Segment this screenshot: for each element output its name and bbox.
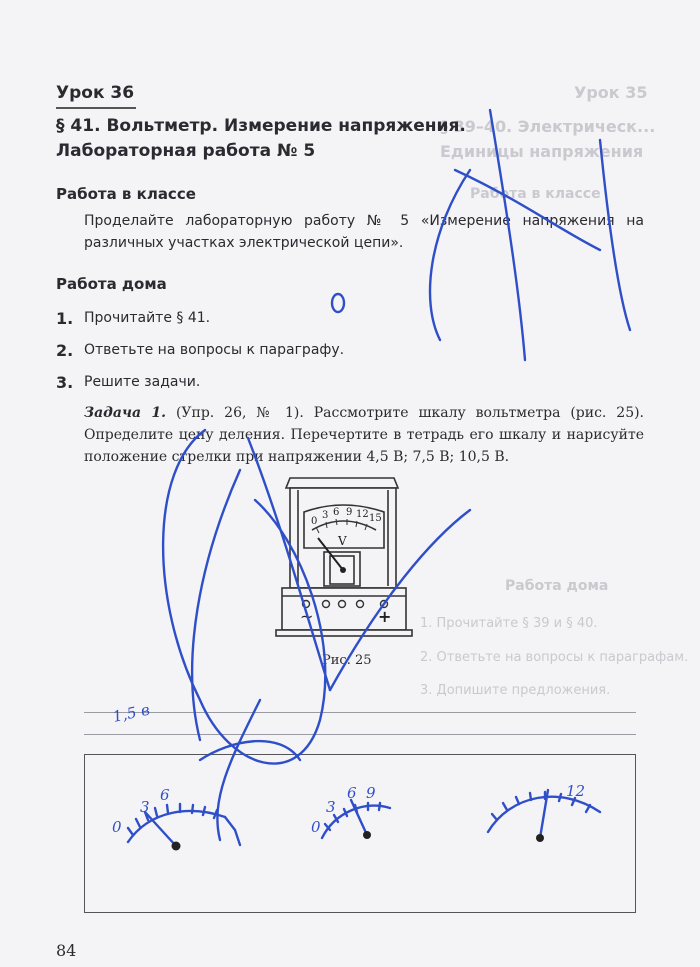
ghost-units: Единицы напряжения	[440, 142, 644, 161]
ghost-lesson: Урок 35	[574, 83, 648, 102]
hw-scale1-3: 3	[140, 798, 150, 816]
hw-scale2-3: 3	[326, 798, 336, 816]
task-label: Задача 1.	[84, 405, 167, 421]
ghost-item1: 1. Прочитайте § 39 и § 40.	[420, 616, 598, 631]
title-line-2: Лабораторная работа № 5	[56, 141, 316, 161]
hw-scale1-6: 6	[160, 786, 170, 804]
scale-label-0: 0	[311, 516, 318, 527]
lesson-label: Урок 36	[56, 83, 135, 103]
item-text-1: Прочитайте § 41.	[84, 310, 211, 326]
item-number-3: 3.	[56, 373, 74, 392]
hw-scale2-0: 0	[311, 818, 321, 836]
hw-scale2-6: 6	[347, 784, 357, 802]
ghost-title: § 39–40. Электрическ...	[440, 117, 656, 136]
scale-label-6: 6	[333, 507, 340, 518]
hw-scale1-0: 0	[112, 818, 122, 836]
scale-label-3: 3	[322, 510, 329, 521]
handwritten-note: 1,5 в	[111, 700, 152, 726]
ghost-home: Работа дома	[505, 578, 609, 594]
scale-label-9: 9	[346, 507, 353, 518]
title-line-1: § 41. Вольтметр. Измерение напряжения.	[56, 116, 466, 136]
task-text: (Упр. 26, № 1). Рассмотрите шкалу вольтметра (рис. 25). Определите цену деления. Перечертите в тетрадь его шкалу и нарисуйте положение стрелки при напряжении 4,5 В; 7,5 В; 10,5 В.	[84, 405, 645, 465]
item-text-3: Решите задачи.	[84, 374, 201, 390]
figure-caption: Рис. 25	[322, 653, 372, 668]
item-number-1: 1.	[56, 309, 74, 328]
hw-scale3-12: 12	[566, 782, 586, 800]
item-text-2: Ответьте на вопросы к параграфу.	[84, 342, 345, 358]
hw-scale2-9: 9	[366, 784, 376, 802]
scale-label-12: 12	[356, 509, 369, 520]
terminal-plus-label: +	[378, 607, 392, 626]
unit-label: V	[338, 534, 347, 548]
scale-label-15: 15	[369, 513, 382, 524]
ghost-item3: 3. Допишите предложения.	[420, 683, 611, 698]
ghost-item2: 2. Ответьте на вопросы к параграфам.	[420, 650, 689, 665]
item-number-2: 2.	[56, 341, 74, 360]
terminal-minus-label: ~	[300, 607, 314, 626]
ghost-class: Работа в классе	[470, 186, 601, 202]
class-work-text: Проделайте лабораторную работу № 5 «Измерение напряжения на различных участках электрической цепи».	[84, 213, 644, 251]
home-work-heading: Работа дома	[56, 275, 167, 293]
page-number: 84	[56, 941, 77, 960]
class-work-heading: Работа в классе	[56, 185, 196, 203]
